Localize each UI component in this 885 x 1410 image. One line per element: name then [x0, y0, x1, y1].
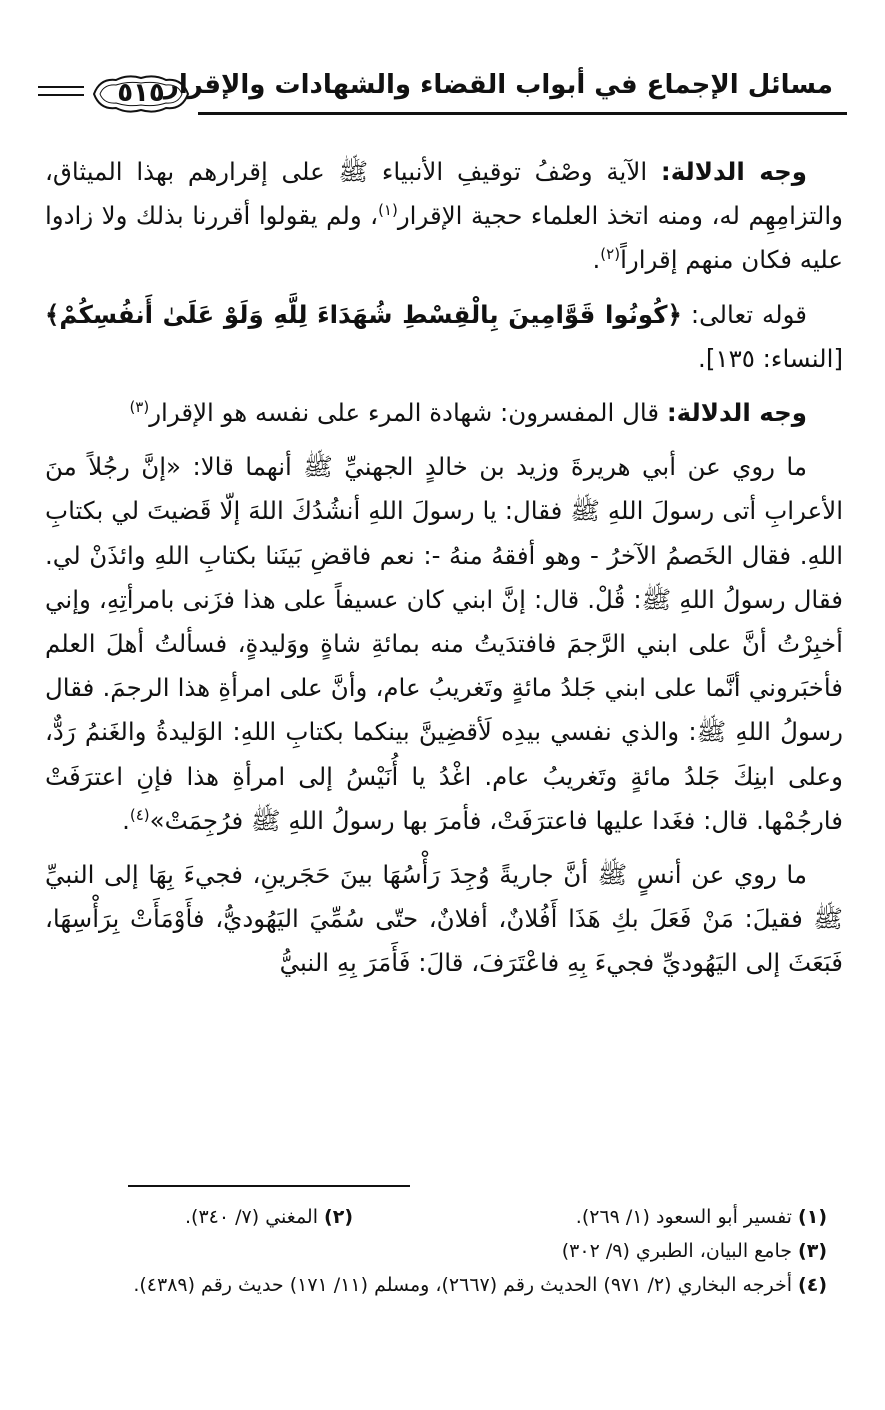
footnote-1-text: تفسير أبو السعود (١/ ٢٦٩).	[575, 1206, 799, 1228]
header-rule	[198, 112, 847, 115]
paragraph-3-label: وجه الدلالة:	[666, 398, 807, 428]
header-ornament-left	[38, 86, 84, 96]
footnote-2-text: المغني (٧/ ٣٤٠).	[185, 1206, 325, 1228]
paragraph-3	[45, 391, 843, 435]
paragraph-1-end: .	[592, 245, 601, 275]
page-header	[38, 62, 847, 132]
running-title: مسائل الإجماع في أبواب القضاء والشهادات والإقرار	[163, 70, 833, 100]
paragraph-1-label: وجه الدلالة:	[660, 157, 807, 186]
paragraph-5-text: ما روي عن أنسٍ ﷺ أنَّ جاريةً وُجِدَ رَأْسُهَا بينَ حَجَرينِ، فجيءَ بِهَا إلى النبيِّ ﷺ فقيلَ: مَنْ فَعَلَ بكِ هَذَا أَفُلانٌ، أفلانٌ، حتّى سُمِّيَ اليَهُوديُّ، فأَوْمَأَتْ بِرَأْسِهَا، فَبَعَثَ إلى اليَهُوديِّ فجيءَ بِهِ فاعْتَرَفَ، قالَ: فَأَمَرَ بِهِ النبيُّ	[45, 860, 843, 978]
footnote-1-number: (١)	[798, 1206, 827, 1228]
footnote-ref-4: (٤)	[129, 805, 150, 824]
page-number-badge	[86, 72, 196, 116]
quran-verse: ﴿كُونُوا قَوَّامِينَ بِالْقِسْطِ شُهَدَاءَ لِلَّهِ وَلَوْ عَلَىٰ أَنفُسِكُمْ﴾	[45, 299, 682, 329]
footnote-2	[185, 1200, 353, 1234]
paragraph-4	[45, 445, 843, 843]
footnotes	[45, 1200, 827, 1302]
paragraph-5	[45, 853, 843, 986]
footnote-ref-2: (٢)	[600, 245, 621, 264]
paragraph-2	[45, 293, 843, 381]
verse-reference: [النساء: ١٣٥].	[698, 343, 843, 373]
footnote-3	[45, 1234, 827, 1268]
paragraph-1	[45, 150, 843, 283]
footnote-ref-3: (٣)	[129, 397, 150, 416]
footnote-4-number: (٤)	[798, 1274, 827, 1296]
footnote-4-text: أخرجه البخاري (٢/ ٩٧١) الحديث رقم (٢٦٦٧)، ومسلم (١١/ ١٧١) حديث رقم (٤٣٨٩).	[133, 1274, 799, 1296]
footnote-4	[45, 1268, 827, 1302]
footnote-separator	[128, 1185, 410, 1187]
page-number: ٥١٥	[117, 78, 165, 108]
footnote-ref-1: (١)	[378, 201, 398, 220]
footnote-3-number: (٣)	[798, 1240, 827, 1262]
footnote-3-text: جامع البيان، الطبري (٩/ ٣٠٢)	[561, 1240, 799, 1262]
footnote-1	[576, 1200, 827, 1234]
paragraph-1-text-2: ، ولم يقولوا أقررنا بذلك ولا زادوا عليه فكان منهم إقراراً	[45, 201, 843, 275]
main-text	[45, 150, 843, 996]
paragraph-4-end: .	[122, 805, 130, 835]
footnote-row-1-2	[45, 1200, 827, 1234]
paragraph-4-text: ما روي عن أبي هريرةَ وزيد بن خالدٍ الجهنيِّ ﷺ أنهما قالا: «إنَّ رجُلاً منَ الأعرابِ أتى رسولَ اللهِ ﷺ فقال: يا رسولَ اللهِ أنشُدُكَ اللهَ إلّا قَضيتَ لي بكتابِ اللهِ. فقال الخَصمُ الآخرُ - وهو أفقهُ منهُ -: نعم فاقضِ بَينَنا بكتابِ اللهِ وائذَنْ لي. فقال رسولُ اللهِ ﷺ: قُلْ. قال: إنَّ ابني كان عسيفاً على هذا فزَنى بامرأتِهِ، وإني أخبِرْتُ أنَّ على ابني الرَّجمَ فافتدَيتُ منه بمائةِ شاةٍ ووَليدةٍ، فسألتُ أهلَ العلم فأخبَروني أنَّما على ابني جَلدُ مائةٍ وتَغريبُ عام، وأنَّ على امرأةِ هذا الرجمَ. فقال رسولُ اللهِ ﷺ: والذي نفسي بيدِه لَأقضِينَّ بينكما بكتابِ اللهِ: الوَليدةُ والغَنمُ رَدٌّ، وعلى ابنِكَ جَلدُ مائةٍ وتَغريبُ عام. اغْدُ يا أُنَيْسُ إلى امرأةِ هذا فإنِ اعترَفَتْ فارجُمْها. قال: فغَدا عليها فاعترَفَتْ، فأمرَ بها رسولُ اللهِ ﷺ فرُجِمَتْ»	[45, 452, 843, 835]
paragraph-1-text: الآية وصْفُ توقيفِ الأنبياء ﷺ على إقرارهم بهذا الميثاق، والتزامِهِم له، ومنه اتخذ العلماء حجية الإقرار	[45, 157, 843, 231]
paragraph-2-lead: قوله تعالى:	[681, 299, 808, 329]
footnote-2-number: (٢)	[324, 1206, 354, 1228]
paragraph-3-text: قال المفسرون: شهادة المرء على نفسه هو الإقرار	[149, 398, 667, 428]
